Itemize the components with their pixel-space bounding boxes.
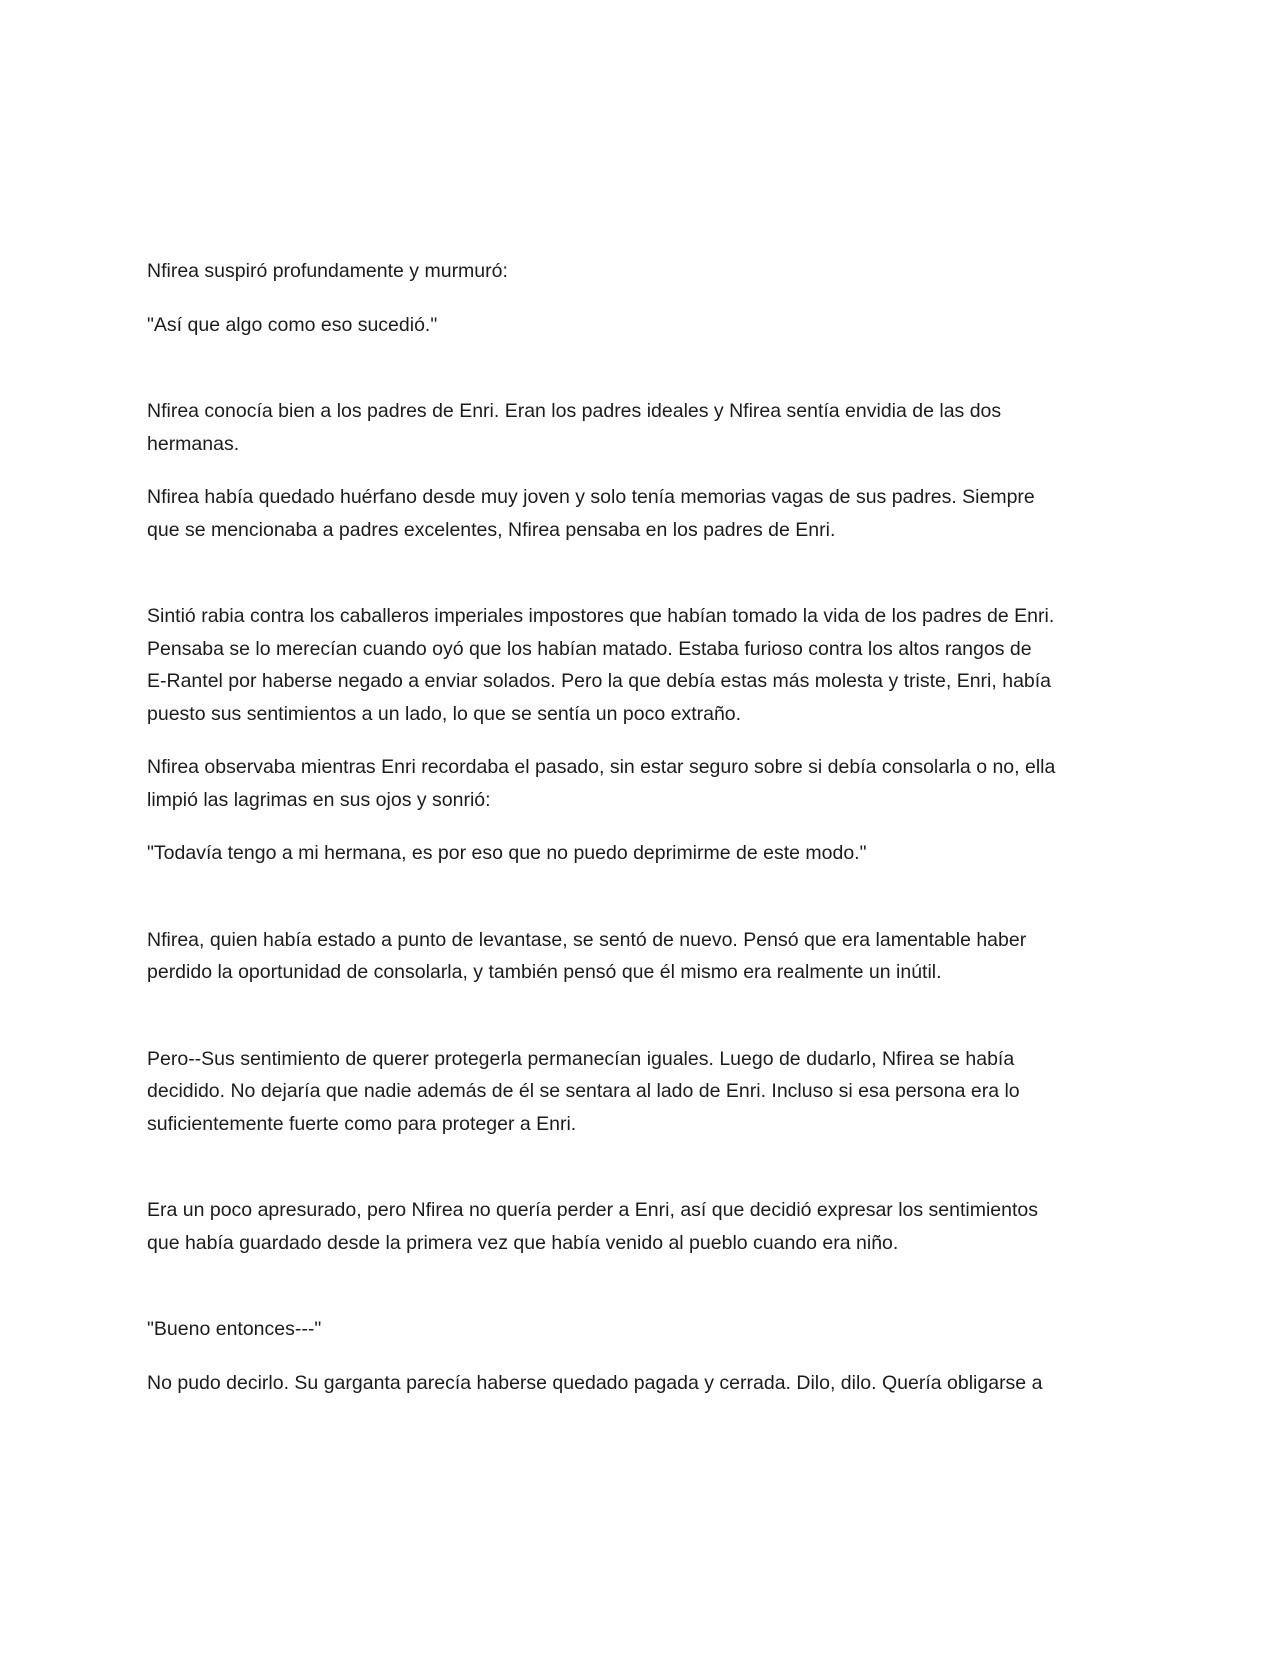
paragraph: Nfirea suspiró profundamente y murmuró:: [147, 260, 508, 282]
paragraph: Era un poco apresurado, pero Nfirea no quería perder a Enri, así que decidió expresar los sentimientos que había guardado desde la primera vez que había venido al pueblo cuando era niño.: [147, 1199, 1039, 1254]
paragraph-gap: [147, 1280, 1137, 1313]
paragraph-gap: [147, 1161, 1137, 1194]
paragraph: "Así que algo como eso sucedió.": [147, 313, 438, 336]
paragraph: Pero--Sus sentimiento de querer protegerla permanecían iguales. Luego de dudarlo, Nfirea se había decidido. No dejaría que nadie además de él se sentara al lado de Enri. Incluso si esa persona era lo suficientemente fuerte como para proteger a Enri.: [147, 1047, 1020, 1135]
paragraph: No pudo decirlo. Su garganta parecía haberse quedado pagada y cerrada. Dilo, dilo. Quería obligarse a: [147, 1371, 1043, 1394]
paragraph: "Bueno entonces---": [147, 1318, 322, 1340]
paragraph: Nfirea conocía bien a los padres de Enri. Eran los padres ideales y Nfirea sentía envidia de las dos hermanas.: [147, 400, 1002, 455]
paragraph: Nfirea había quedado huérfano desde muy joven y solo tenía memorias vagas de sus padres. Siempre que se mencionaba a padres excelentes, Nfirea pensaba en los padres de Enri.: [147, 486, 1035, 541]
document-body: [147, 255, 1137, 1420]
paragraph: Nfirea, quien había estado a punto de levantase, se sentó de nuevo. Pensó que era lamentable haber perdido la oportunidad de consolarla, y también pensó que él mismo era realmente un inútil.: [147, 928, 1027, 983]
paragraph: "Todavía tengo a mi hermana, es por eso que no puedo deprimirme de este modo.": [147, 842, 867, 864]
paragraph-gap: [147, 1010, 1137, 1043]
paragraph: Sintió rabia contra los caballeros imperiales impostores que habían tomado la vida de los padres de Enri. Pensaba se lo merecían cuando oyó que los habían matado. Estaba furioso contra los altos rangos de E-Rantel por haberse negado a enviar solados. Pero la que debía estas más molesta y triste, Enri, había puesto sus sentimientos a un lado, lo que se sentía un poco extraño.: [147, 605, 1055, 725]
paragraph: Nfirea observaba mientras Enri recordaba el pasado, sin estar seguro sobre si debía consolarla o no, ella limpió las lagrimas en sus ojos y sonrió:: [147, 756, 1056, 811]
paragraph-gap: [147, 362, 1137, 395]
paragraph-gap: [147, 567, 1137, 600]
paragraph-gap: [147, 891, 1137, 924]
